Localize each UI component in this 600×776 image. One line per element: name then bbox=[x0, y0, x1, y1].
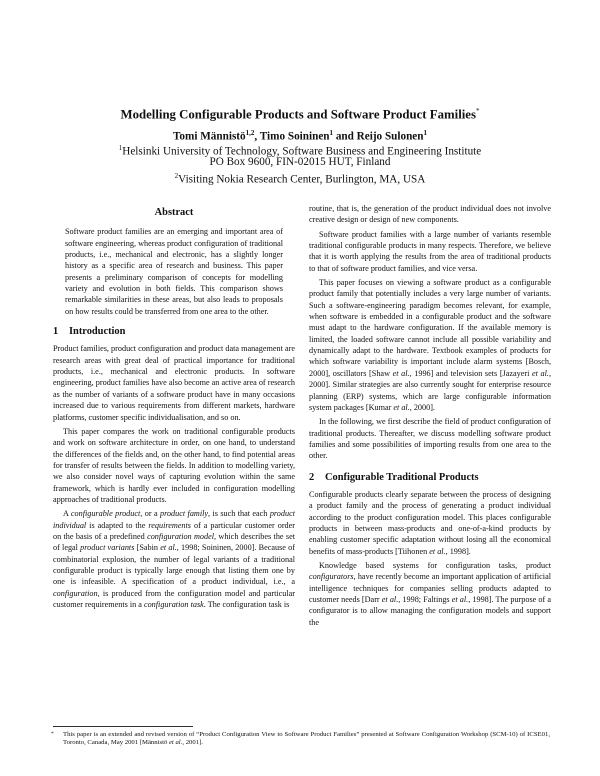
emphasis: product variants bbox=[80, 543, 135, 553]
emphasis: et al. bbox=[392, 368, 410, 378]
text-run: Knowledge based systems for configuration tasks, product bbox=[319, 560, 551, 570]
text-run: , 1998]. bbox=[445, 546, 471, 556]
emphasis: configuration model bbox=[147, 531, 215, 541]
title-text: Modelling Configurable Products and Software Product Families bbox=[120, 107, 476, 122]
text-run: of a particular customer order on the basis of a predefined bbox=[53, 520, 295, 541]
footnote-mark: * bbox=[51, 731, 54, 737]
text-run: [Sabin bbox=[134, 543, 161, 553]
author-1-aff: 1,2 bbox=[245, 129, 255, 137]
author-2: Timo Soininen bbox=[259, 130, 330, 143]
left-column bbox=[53, 207, 295, 613]
text-run: , which describes the set of legal bbox=[53, 531, 295, 553]
text-run: is adapted to the bbox=[86, 520, 149, 530]
text-run: , is such that each bbox=[208, 509, 270, 519]
text-run: , 2000]. bbox=[409, 402, 435, 412]
text-run: , or a bbox=[140, 509, 160, 519]
intro-paragraph-3 bbox=[53, 508, 295, 610]
text-run: , have recently become an important application of artificial intelligence techniques for companies selling products adapted to customer needs [Darr bbox=[309, 572, 551, 604]
config-paragraph-2 bbox=[309, 560, 551, 628]
emphasis: product individual bbox=[53, 509, 295, 530]
emphasis: et al. bbox=[160, 543, 177, 553]
emphasis: configurable product bbox=[70, 509, 141, 519]
footnote bbox=[53, 731, 550, 747]
text-run: , is produced from the configuration model and particular customer requirements in a bbox=[53, 588, 295, 609]
affiliation-address-text: PO Box 9600, FIN-02015 HUT, Finland bbox=[209, 156, 391, 168]
title-footnote-mark: * bbox=[475, 107, 480, 115]
emphasis: et al. bbox=[532, 368, 549, 378]
author-2-aff: 1 bbox=[329, 129, 334, 137]
emphasis: requirements bbox=[148, 520, 191, 530]
emphasis: et al. bbox=[168, 739, 183, 747]
abstract-block bbox=[53, 226, 295, 317]
affiliation-address bbox=[40, 155, 560, 169]
affiliation-2-text: Visiting Nokia Research Center, Burlington, MA, USA bbox=[178, 173, 426, 186]
text-run: , 2001]. bbox=[182, 739, 203, 747]
author-3: Reijo Sulonen bbox=[356, 130, 424, 143]
section-2-heading bbox=[309, 472, 551, 483]
abstract-text: Software product families are an emerging and important area of software engineering, whereas product configuration of traditional products, i.e., mechanical and electronic, has a slightly longer history as a specific area of research and business. This paper presents a preliminary comparison of concepts for modelling variety and evolution in both fields. This comparison shows remarkable similarities in these areas, but also leads to proposals on how results could be transferred from one area to the other. bbox=[65, 227, 283, 316]
section-1-heading bbox=[53, 326, 295, 337]
text-run: This paper focuses on viewing a software product as a configurable product family that potentially includes a very large number of variants. Such a software-engineering paradigm becomes relevant, for example, when software is embedded in a configurable product and the software must adapt to the hardware configuration. If the available memory is limited, the loaded software cannot include all possible variability and dynamically adapt to the hardware. Textbook examples of products for which software variability is important include alarm systems [Bosch, 2000], oscillators [Shaw bbox=[309, 278, 551, 378]
intro-paragraph-5: Software product families with a large number of variants resemble traditional configurable products in many respects. Therefore, we believe that it is worth applying the results from the area of traditional products to that of software product families, and vice versa. bbox=[309, 229, 551, 273]
author-sep-1: , bbox=[254, 130, 260, 143]
emphasis: et al. bbox=[381, 595, 399, 604]
text-run: . The configuration task is bbox=[203, 600, 290, 609]
text-run: , 1996] and television sets [Jazayeri bbox=[409, 368, 532, 378]
text-run: , 1998; Faltings bbox=[398, 595, 452, 604]
emphasis: configurators bbox=[309, 572, 354, 582]
section-2-number: 2 bbox=[309, 471, 315, 483]
footnote-text bbox=[53, 731, 550, 747]
footnote-divider bbox=[53, 726, 193, 727]
emphasis: et al. bbox=[393, 402, 410, 412]
intro-paragraph-6 bbox=[309, 277, 551, 413]
text-run: , 1998; Soininen, 2000]. Because of combinatorial explosion, the number of legal variants of a traditional configurable product is typically large enough that listing them one by one is infeasible. A specification of a product individual, i.e., a bbox=[53, 543, 295, 587]
config-paragraph-1 bbox=[309, 489, 551, 557]
text-run: , 2000]. Similar strategies are also currently sought for enterprise resource planning (ERP) systems, which are large configurable information system packages [Kumar bbox=[309, 368, 552, 412]
section-1-title: Introduction bbox=[69, 326, 126, 338]
intro-paragraph-4: routine, that is, the generation of the product individual does not involve creative design or design of new components. bbox=[309, 204, 551, 225]
emphasis: product family bbox=[159, 509, 209, 519]
author-3-aff: 1 bbox=[423, 129, 427, 137]
section-1-number: 1 bbox=[53, 326, 59, 338]
intro-paragraph-7: In the following, we first describe the field of product configuration of traditional products. Thereafter, we discuss modelling software product families and some possibilities of importing results from one area to the other. bbox=[309, 417, 551, 461]
author-1: Tomi Männistö bbox=[172, 130, 246, 143]
text-run: , 1998]. The purpose of a configurator is to allow managing the configuration models and support the bbox=[309, 595, 552, 627]
section-2-title: Configurable Traditional Products bbox=[325, 471, 479, 483]
affiliation-1-mark: 1 bbox=[118, 144, 123, 152]
intro-paragraph-2: This paper compares the work on traditional configurable products and work on software architecture in order, on one hand, to understand the differences of the fields and, on the other hand, to find potential areas for transfer of results between the fields. In addition to modelling variety, we also consider novel ways of capturing evolution within the same framework, which is hardly ever included in configuration modelling approaches of traditional products. bbox=[53, 426, 295, 504]
abstract-heading: Abstract bbox=[154, 207, 194, 218]
author-sep-2: and bbox=[333, 130, 357, 143]
affiliation-2-mark: 2 bbox=[174, 172, 179, 180]
affiliation-2 bbox=[40, 169, 560, 187]
emphasis: configuration bbox=[53, 588, 98, 598]
text-run: Configurable products clearly separate between the process of designing a product family and the process of generating a product individual according to the product configuration model. This places configurable products in between mass-products and one-of-a-kind products by enabling customer specific adaptation without losing all the economical benefits of mass-products [Tiihonen bbox=[309, 489, 551, 556]
right-column bbox=[309, 203, 551, 631]
emphasis: et al. bbox=[451, 595, 469, 604]
affiliation-1-text: Helsinki University of Technology, Software Business and Engineering Institute bbox=[122, 145, 482, 158]
emphasis: et al. bbox=[429, 546, 446, 556]
emphasis: configuration task bbox=[143, 600, 204, 609]
text-run: This paper is an extended and revised version of “Product Configuration View to Software Product Families” presented at Software Configuration Workshop (SCM-10) of ICSE01, Toronto, Canada, May 2001 [Männistö bbox=[63, 731, 550, 747]
paper-title bbox=[40, 104, 560, 122]
text-run: A bbox=[63, 509, 71, 519]
intro-paragraph-1: Product families, product configuration and product data management are research areas with great deal of practical importance for traditional products, i.e., mechanical and electronic products. In software engineering, product families have also become an active area of research as the number of variants of a software product have in many occasions increased due to various requirements from different markets, hardware platforms, customer specific individualisation, and so on. bbox=[53, 344, 295, 422]
